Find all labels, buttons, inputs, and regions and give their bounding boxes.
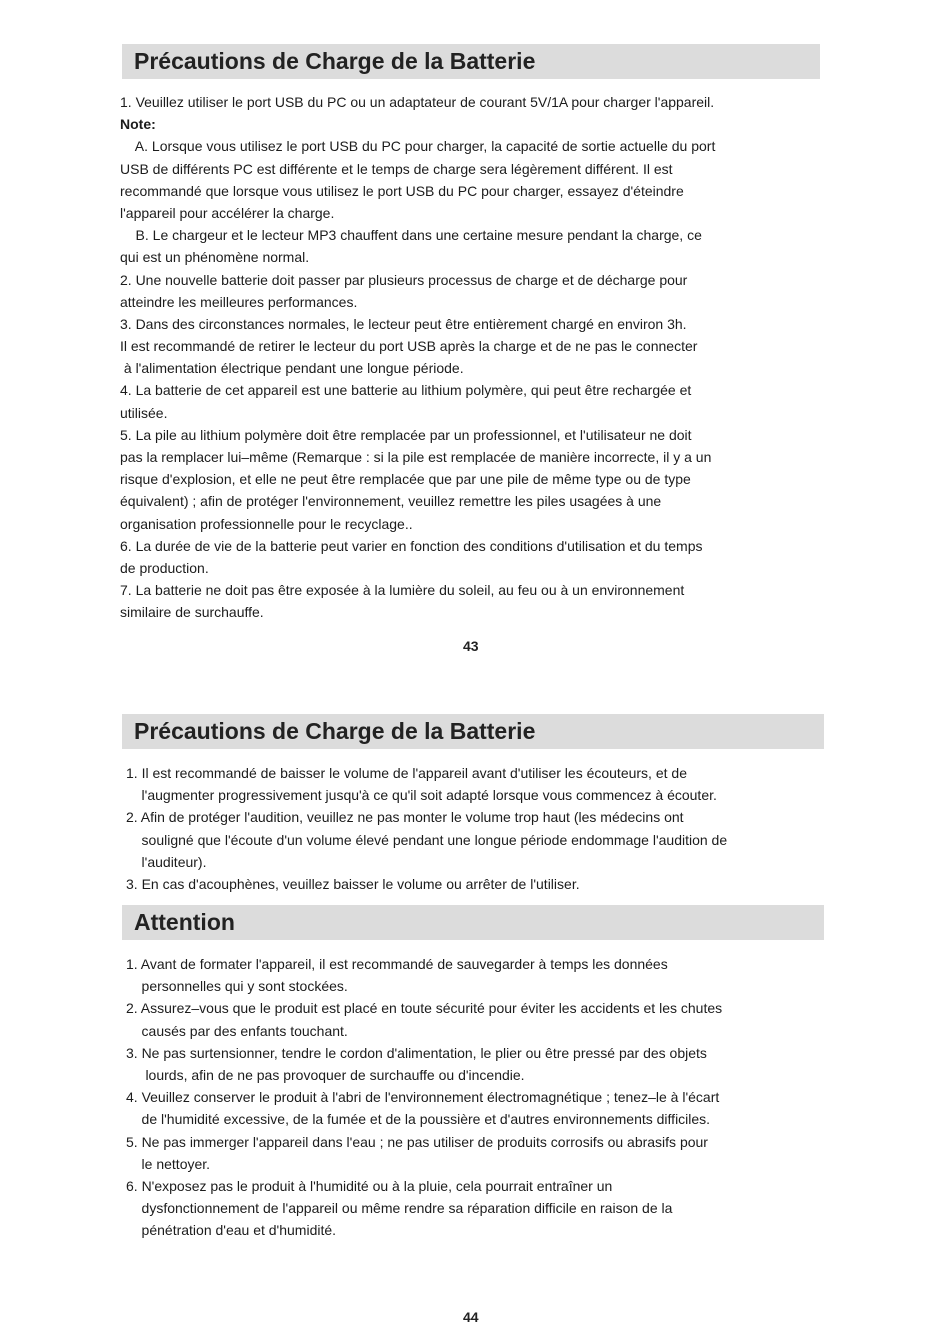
list-item-line: le nettoyer. (126, 1155, 211, 1172)
list-item-line: lourds, afin de ne pas provoquer de surchauffe ou d'incendie. (126, 1066, 525, 1083)
text-line: similaire de surchauffe. (120, 604, 264, 621)
list-item-line: souligné que l'écoute d'un volume élevé pendant une longue période endommage l'audition de (126, 831, 728, 848)
text-line: USB de différents PC est différente et le temps de charge sera légèrement différent. Il est (120, 160, 673, 177)
text-line: risque d'explosion, et elle ne peut être remplacée que par une pile de même type ou de type (120, 471, 691, 488)
list-item-line: 1. Avant de formater l'appareil, il est recommandé de sauvegarder à temps les données (126, 956, 668, 972)
battery-precautions-text (120, 91, 715, 624)
text-line: 2. Une nouvelle batterie doit passer par plusieurs processus de charge et de décharge pour (120, 271, 688, 288)
text-line: 1. Veuillez utiliser le port USB du PC ou un adaptateur de courant 5V/1A pour charger l'appareil. (120, 94, 715, 110)
battery-hearing-list (126, 762, 727, 895)
text-line: équivalent) ; afin de protéger l'environnement, veuillez remettre les piles usagées à une (120, 493, 662, 510)
section-header-title: Attention (134, 909, 235, 935)
text-line: 6. La durée de vie de la batterie peut varier en fonction des conditions d'utilisation et du temps (120, 537, 703, 554)
section-header-attention (122, 905, 824, 940)
text-line: B. Le chargeur et le lecteur MP3 chauffent dans une certaine mesure pendant la charge, ce (120, 227, 702, 244)
list-item-line: 1. Il est recommandé de baisser le volume de l'appareil avant d'utiliser les écouteurs, et de (126, 765, 687, 781)
section-header-battery-charge (122, 714, 824, 749)
text-line: atteindre les meilleures performances. (120, 293, 358, 310)
list-item-line: causés par des enfants touchant. (126, 1022, 348, 1039)
text-line: A. Lorsque vous utilisez le port USB du PC pour charger, la capacité de sortie actuelle du port (120, 138, 716, 155)
list-item-line: de l'humidité excessive, de la fumée et de la poussière et d'autres environnements difficiles. (126, 1111, 711, 1128)
list-item-line: 5. Ne pas immerger l'appareil dans l'eau ; ne pas utiliser de produits corrosifs ou abrasifs pour (126, 1133, 708, 1150)
list-item-line: 3. En cas d'acouphènes, veuillez baisser le volume ou arrêter de l'utiliser. (126, 875, 580, 892)
list-item-line: pénétration d'eau et d'humidité. (126, 1222, 337, 1239)
text-line: 3. Dans des circonstances normales, le lecteur peut être entièrement chargé en environ 3h. (120, 315, 687, 332)
text-line: utilisée. (120, 404, 168, 421)
note-label: Note: (120, 116, 156, 133)
text-line: à l'alimentation électrique pendant une longue période. (120, 360, 464, 377)
text-line: 4. La batterie de cet appareil est une batterie au lithium polymère, qui peut être rechargée et (120, 382, 692, 399)
list-item-line: l'augmenter progressivement jusqu'à ce qu'il soit adapté lorsque vous commencez à écouter. (126, 787, 717, 804)
page-number: 44 (463, 1309, 479, 1325)
text-line: recommandé que lorsque vous utilisez le port USB du PC pour charger, essayez d'éteindre (120, 182, 684, 199)
list-item-line: 2. Afin de protéger l'audition, veuillez ne pas monter le volume trop haut (les médecins ont (126, 809, 684, 826)
text-line: l'appareil pour accélérer la charge. (120, 204, 335, 221)
list-item-line: 3. Ne pas surtensionner, tendre le cordon d'alimentation, le plier ou être pressé par des objets (126, 1044, 707, 1061)
list-item-line: 2. Assurez–vous que le produit est placé en toute sécurité pour éviter les accidents et les chutes (126, 1000, 723, 1017)
section-header-battery-charge (122, 44, 820, 79)
section-header-title: Précautions de Charge de la Batterie (134, 718, 536, 744)
text-line: 7. La batterie ne doit pas être exposée à la lumière du soleil, au feu ou à un environnement (120, 582, 685, 599)
list-item-line: dysfonctionnement de l'appareil ou même rendre sa réparation difficile en raison de la (126, 1200, 673, 1217)
text-line: 5. La pile au lithium polymère doit être remplacée par un professionnel, et l'utilisateur ne doit (120, 426, 692, 443)
list-item-line: l'auditeur). (126, 853, 207, 870)
attention-list (126, 953, 722, 1241)
list-item-line: 6. N'exposez pas le produit à l'humidité ou à la pluie, cela pourrait entraîner un (126, 1177, 613, 1194)
list-item-line: 4. Veuillez conserver le produit à l'abri de l'environnement électromagnétique ; tenez–le à l'écart (126, 1089, 720, 1106)
text-line: organisation professionnelle pour le recyclage.. (120, 515, 413, 532)
text-line: pas la remplacer lui–même (Remarque : si la pile est remplacée de manière incorrecte, il y a un (120, 449, 712, 465)
text-line: de production. (120, 559, 209, 576)
text-line: qui est un phénomène normal. (120, 249, 310, 266)
page-44 (0, 672, 950, 1344)
page-number: 43 (463, 638, 479, 654)
list-item-line: personnelles qui y sont stockées. (126, 978, 348, 995)
text-line: Il est recommandé de retirer le lecteur du port USB après la charge et de ne pas le connecter (120, 338, 698, 355)
section-header-title: Précautions de Charge de la Batterie (134, 48, 536, 74)
